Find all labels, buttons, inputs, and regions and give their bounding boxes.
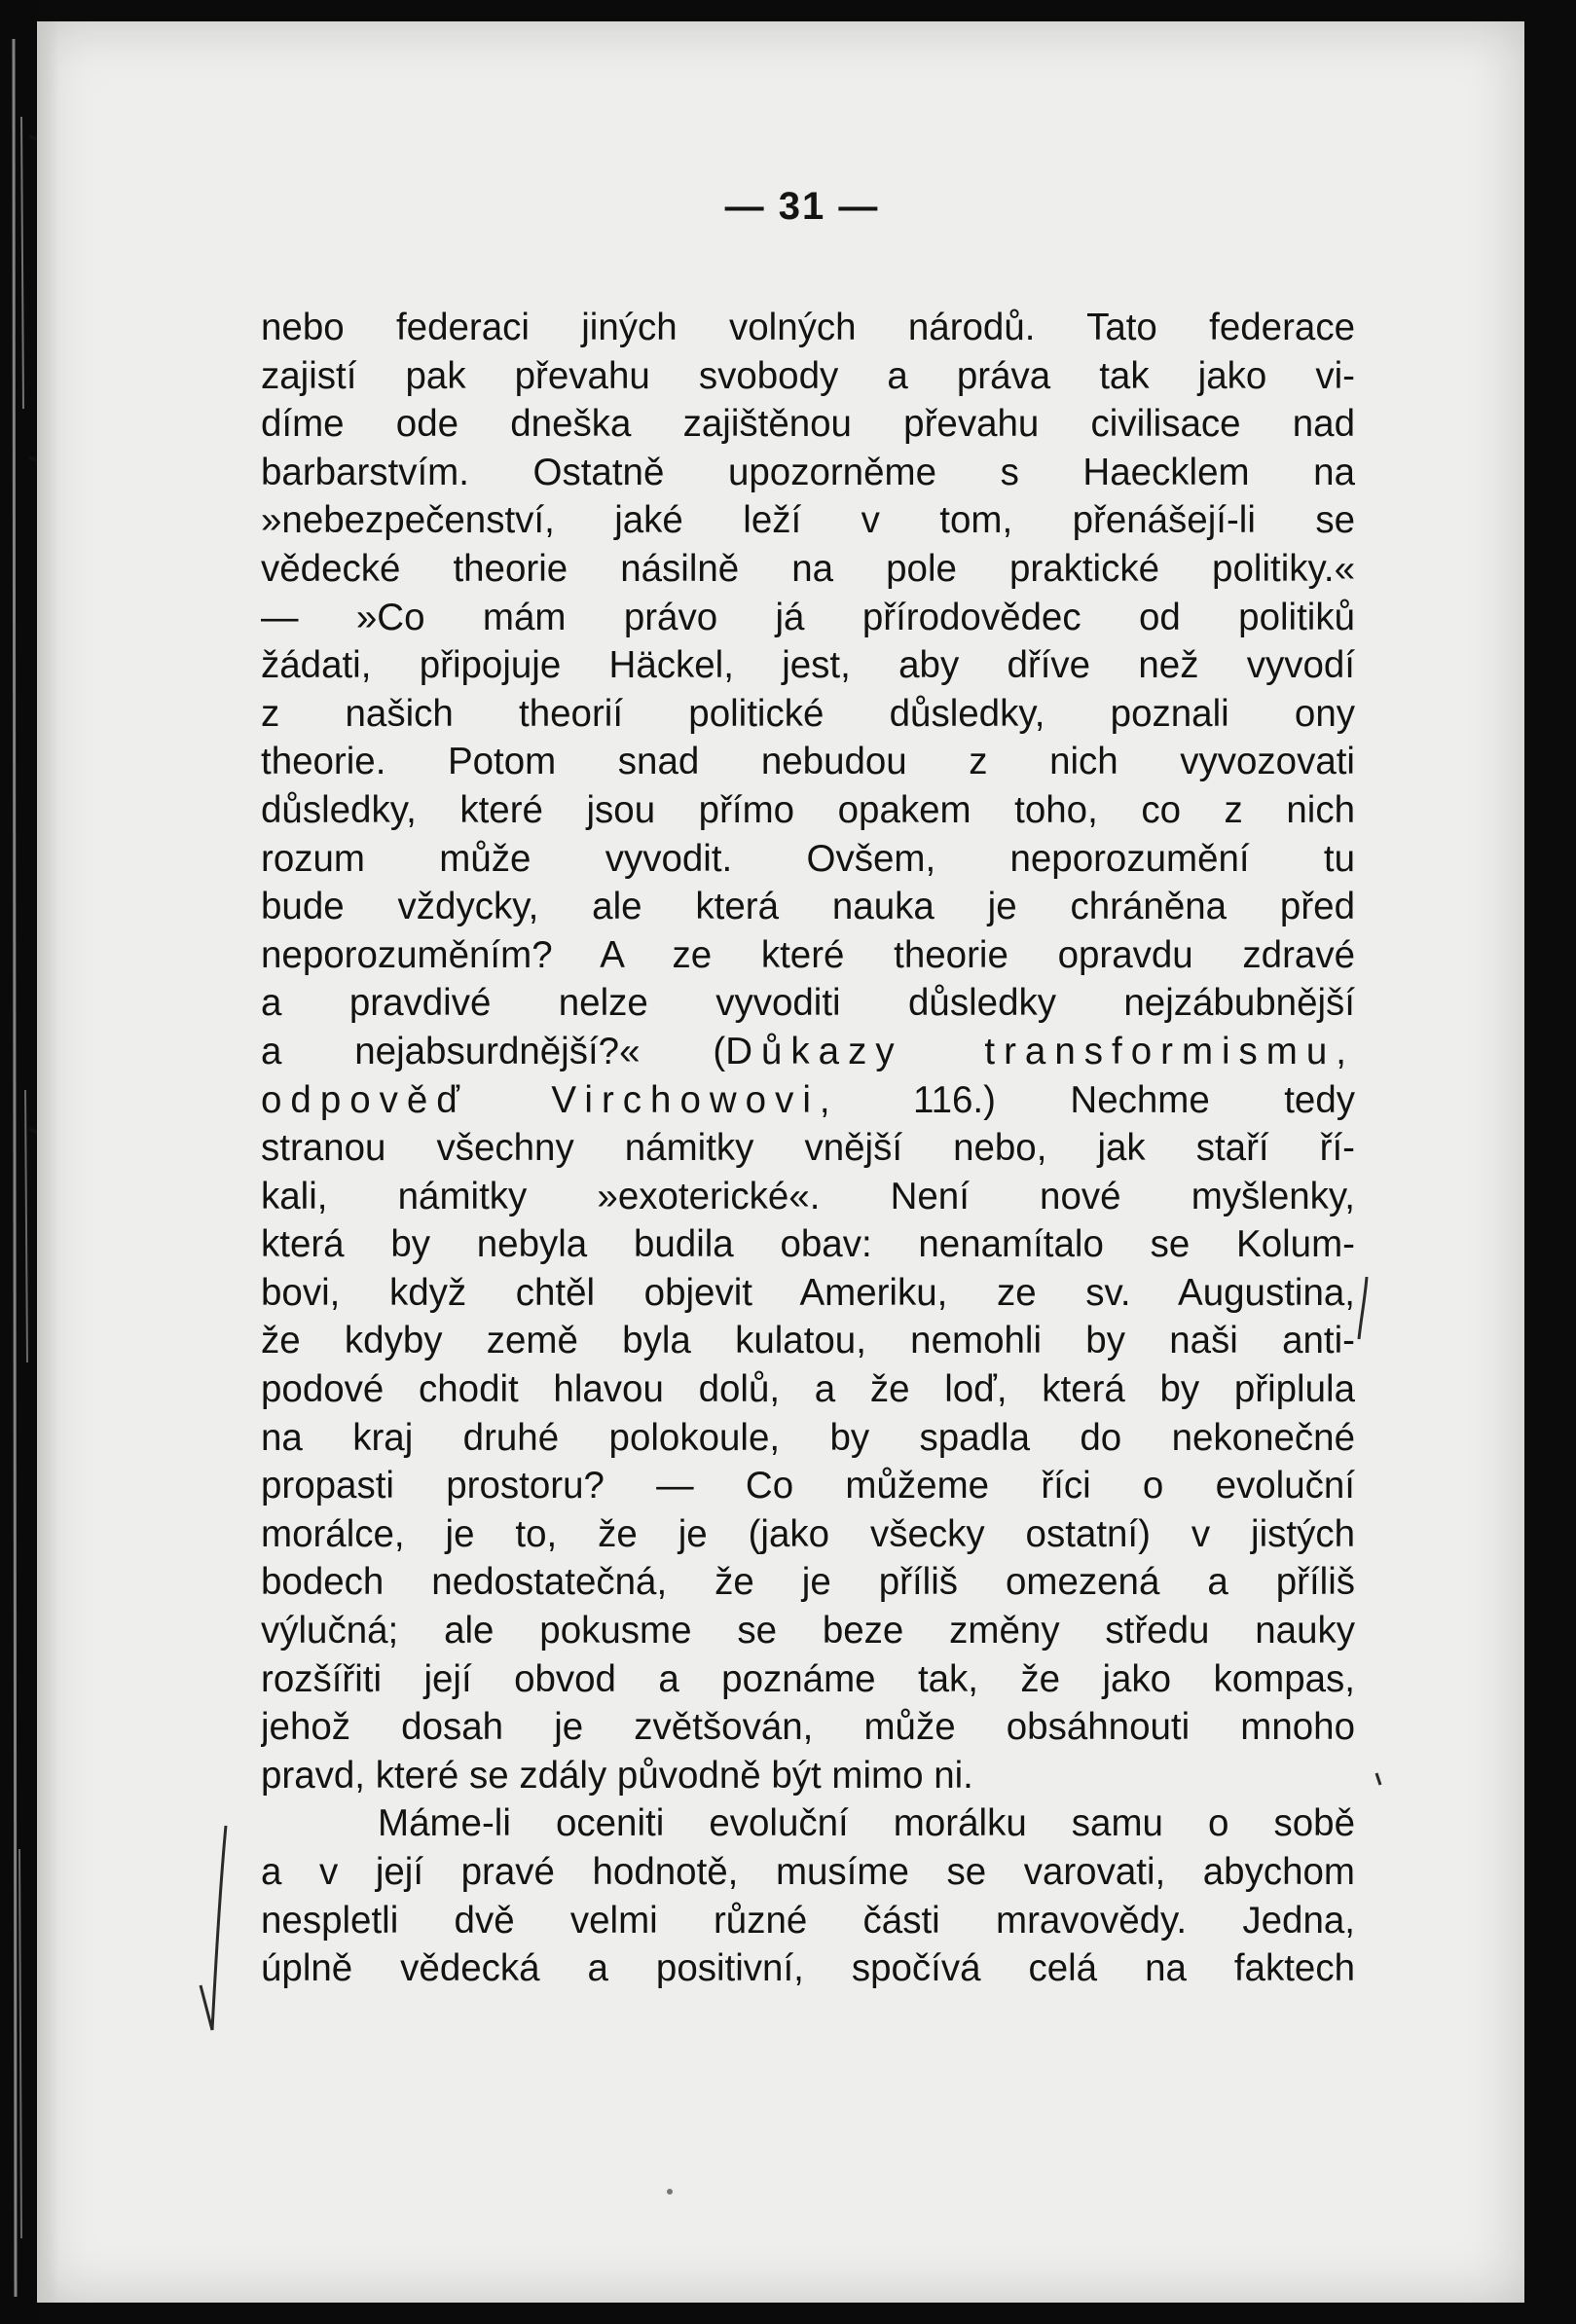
- text-line-29: rozšířiti její obvod a poznáme tak, že jako kompas,: [261, 1657, 1355, 1700]
- text-line-12: rozum může vyvodit. Ovšem, neporozumění tu: [261, 837, 1355, 880]
- text-line-21: bovi, když chtěl objevit Ameriku, ze sv. Augustina,: [261, 1271, 1355, 1314]
- text-line-24: na kraj druhé polokoule, by spadla do nekonečné: [261, 1416, 1355, 1459]
- text-line-5: »nebezpečenství, jaké leží v tom, přenášejí-li se: [261, 499, 1355, 542]
- text-line-17: [261, 1076, 1355, 1125]
- text-line-6: vědecké theorie násilně na pole praktické politiky.«: [261, 547, 1355, 590]
- text-line-1: nebo federaci jiných volných národů. Tato federace: [261, 307, 1355, 348]
- text-line-15: a pravdivé nelze vyvoditi důsledky nejzábubnější: [261, 982, 1355, 1025]
- citation-title: Důkazy transformismu,: [725, 1030, 1355, 1072]
- text-line-19: kali, námitky »exoterické«. Není nové myšlenky,: [261, 1175, 1355, 1217]
- binding-edge: [0, 0, 39, 2324]
- text-line-9: z našich theorií politické důsledky, poznali ony: [261, 692, 1355, 735]
- book-page: [37, 21, 1524, 2303]
- text-line-4: barbarstvím. Ostatně upozorněme s Haecklem na: [261, 451, 1355, 493]
- body-text: [261, 304, 1355, 1993]
- text-line-16: [261, 1028, 1355, 1076]
- text-line-32: Máme-li oceniti evoluční morálku samu o sobě: [378, 1802, 1355, 1845]
- text-line-18: stranou všechny námitky vnější nebo, jak staří ří-: [261, 1127, 1355, 1170]
- text-line-14: neporozuměním? A ze které theorie opravdu zdravé: [261, 933, 1355, 976]
- text-line-30: jehož dosah je zvětšován, může obsáhnouti mnoho: [261, 1706, 1355, 1749]
- text-line-28: výlučná; ale pokusme se beze změny středu nauky: [261, 1610, 1355, 1652]
- text-line-7: — »Co mám právo já přírodovědec od politiků: [261, 596, 1355, 638]
- text-line-34: nespletli dvě velmi různé části mravovědy. Jedna,: [261, 1899, 1355, 1942]
- text-line-17-suffix: 116.) Nechme tedy: [838, 1078, 1355, 1121]
- citation-subtitle: odpověď Virchowovi,: [261, 1078, 839, 1121]
- text-line-16-prefix: a nejabsurdnější?« (: [261, 1030, 726, 1072]
- text-line-8: žádati, připojuje Häckel, jest, aby dříve než vyvodí: [261, 644, 1355, 687]
- text-line-10: theorie. Potom snad nebudou z nich vyvozovati: [261, 741, 1355, 783]
- text-line-26: morálce, je to, že je (jako všecky ostatní) v jistých: [261, 1512, 1355, 1555]
- text-line-13: bude vždycky, ale která nauka je chráněna před: [261, 886, 1355, 928]
- text-line-3: díme ode dneška zajištěnou převahu civilisace nad: [261, 403, 1355, 446]
- text-line-35: úplně vědecká a positivní, spočívá celá na faktech: [261, 1947, 1355, 1990]
- text-line-25: propasti prostoru? — Co můžeme říci o evoluční: [261, 1465, 1355, 1507]
- page-number: — 31 —: [724, 185, 880, 228]
- text-line-22: že kdyby země byla kulatou, nemohli by naši anti-: [261, 1320, 1355, 1362]
- text-line-20: která by nebyla budila obav: nenamítalo se Kolum-: [261, 1223, 1355, 1266]
- text-line-33: a v její pravé hodnotě, musíme se varovati, abychom: [261, 1851, 1355, 1893]
- text-line-31: pravd, které se zdály původně být mimo ni.: [261, 1754, 973, 1797]
- text-line-23: podové chodit hlavou dolů, a že loď, která by připlula: [261, 1368, 1355, 1411]
- text-line-27: bodech nedostatečná, že je příliš omezená a příliš: [261, 1561, 1355, 1604]
- text-line-2: zajistí pak převahu svobody a práva tak jako vi-: [261, 354, 1355, 397]
- text-line-11: důsledky, které jsou přímo opakem toho, co z nich: [261, 788, 1355, 831]
